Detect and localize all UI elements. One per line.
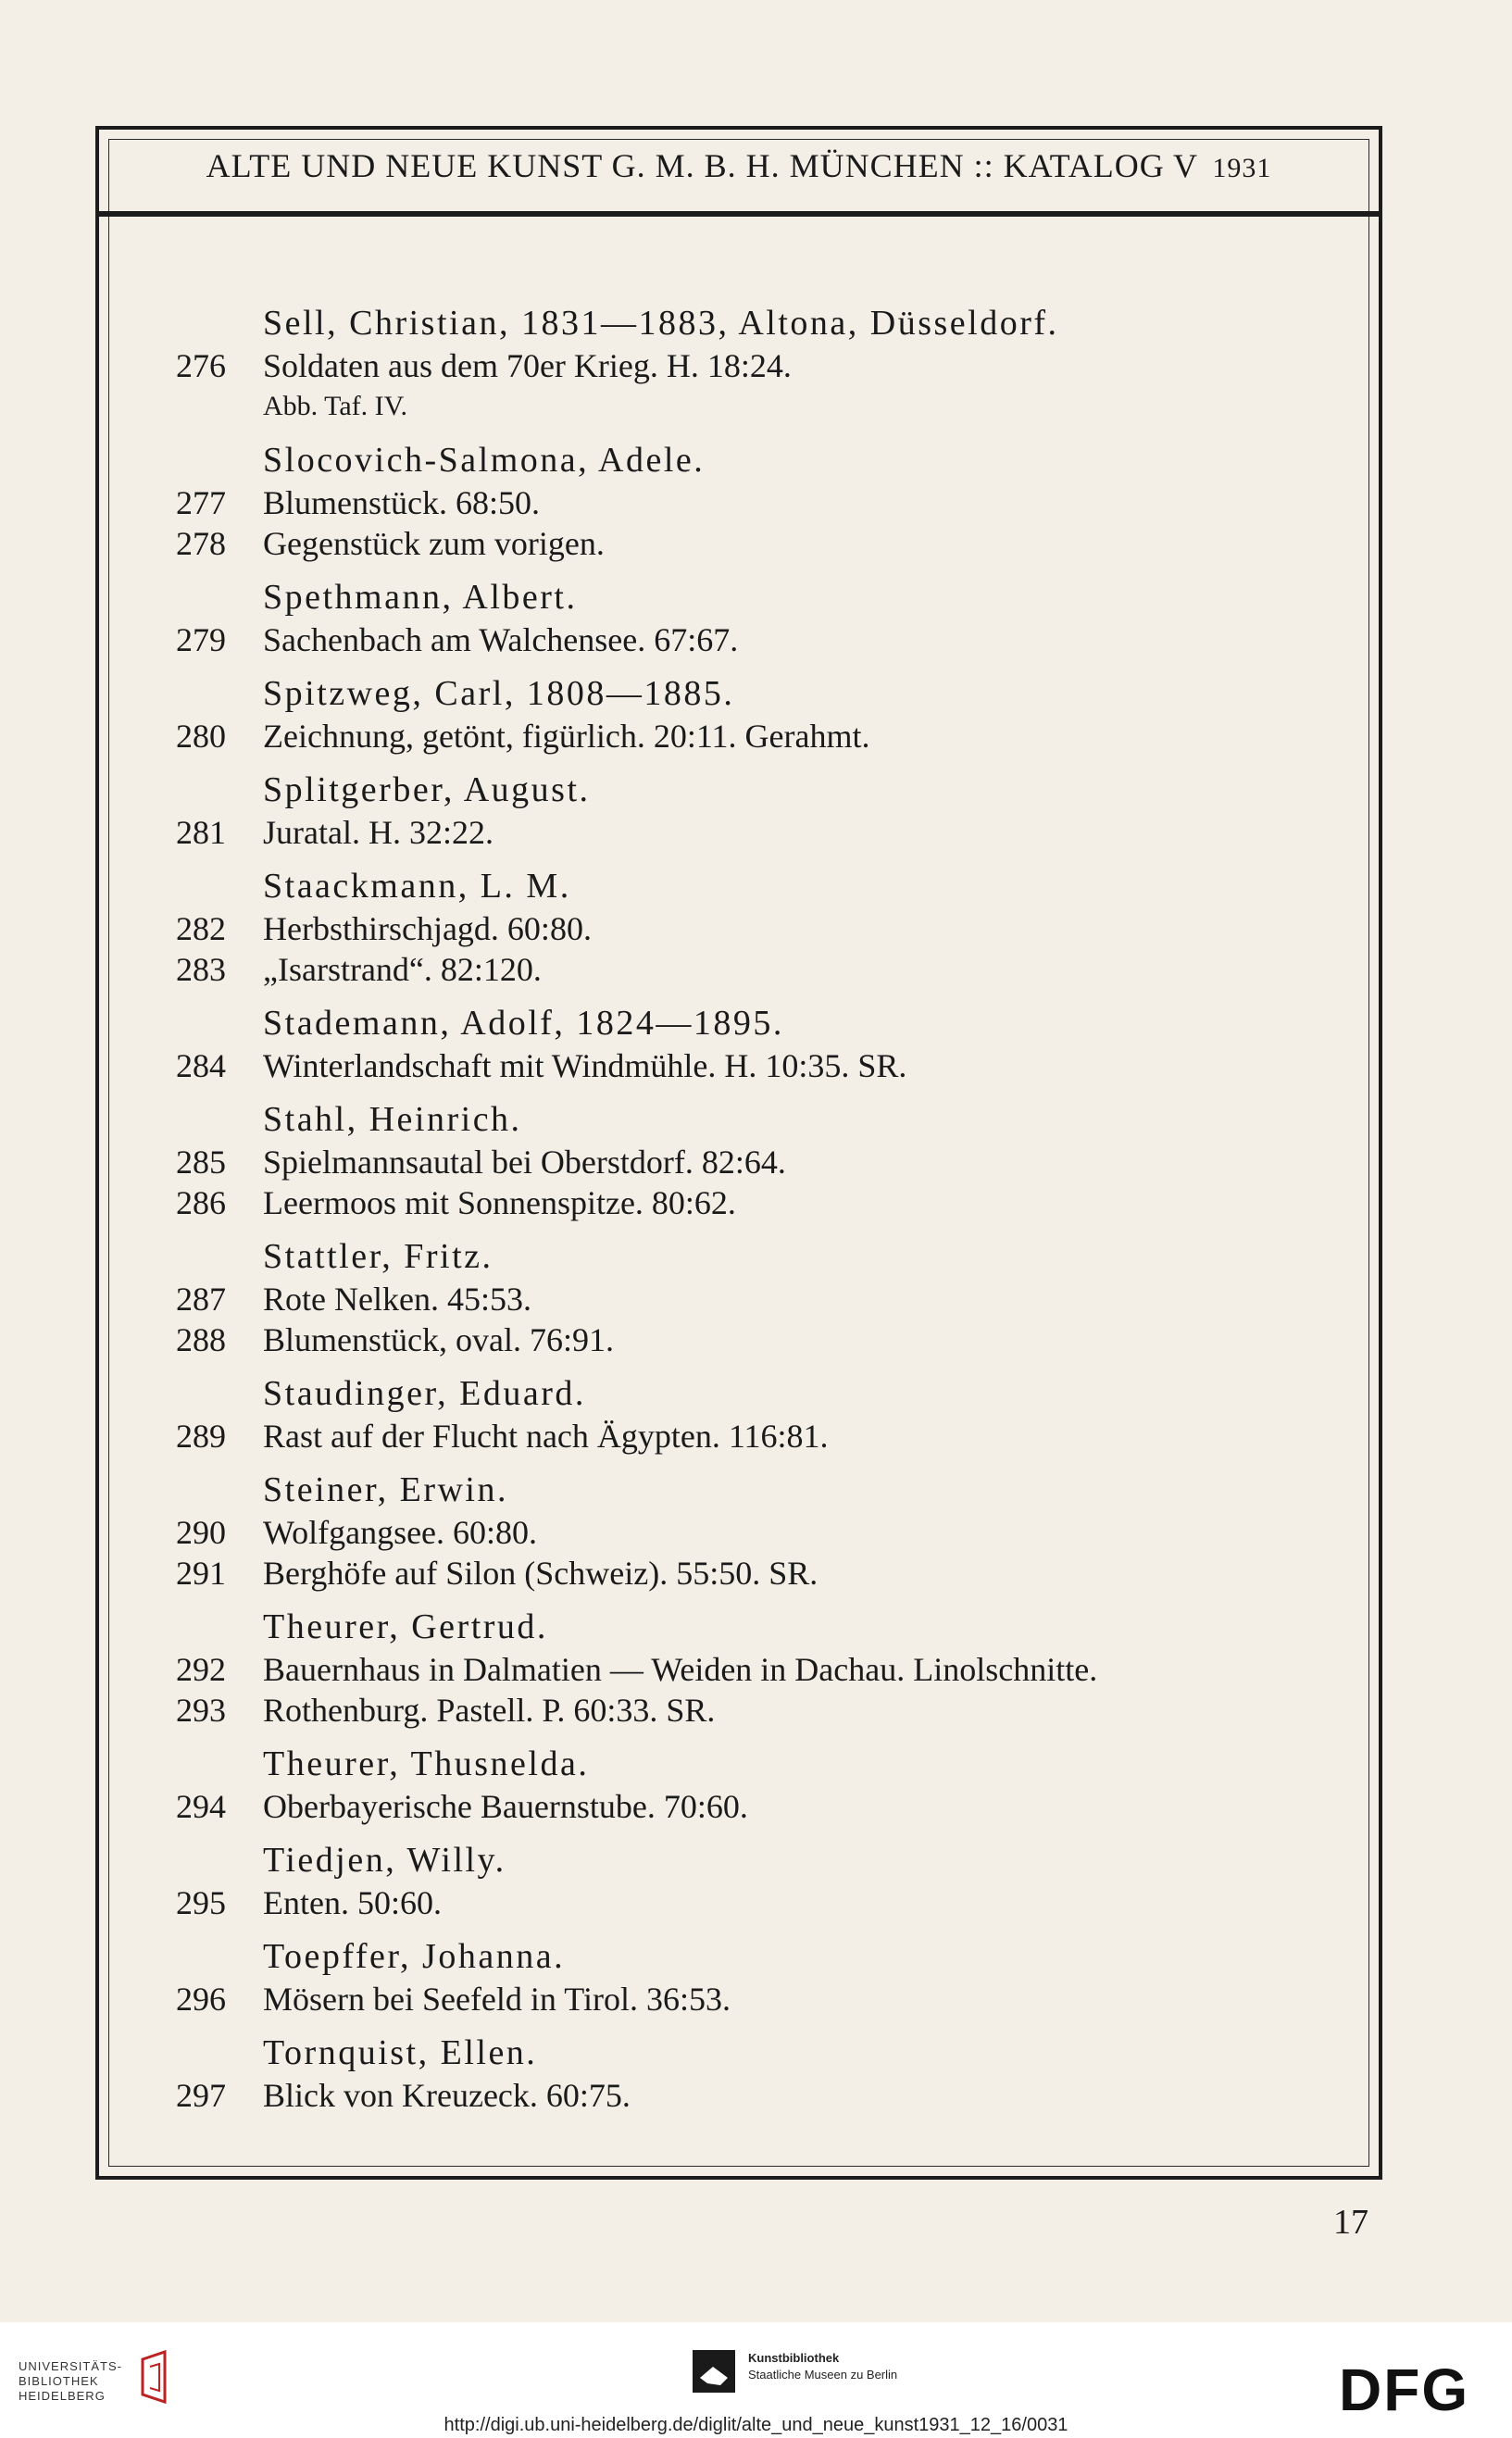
artist-name: Staudinger, Eduard. <box>263 1374 586 1413</box>
item-number: 280 <box>176 718 226 755</box>
item-description: Gegenstück zum vorigen. <box>263 525 605 562</box>
item-description: Wolfgangsee. 60:80. <box>263 1514 538 1551</box>
item-description: Zeichnung, getönt, figürlich. 20:11. Gerahmt. <box>263 718 870 755</box>
artist-name: Tiedjen, Willy. <box>263 1841 506 1880</box>
artist-name: Stademann, Adolf, 1824—1895. <box>263 1004 784 1043</box>
item-number: 291 <box>176 1555 226 1592</box>
item-description: Blick von Kreuzeck. 60:75. <box>263 2077 631 2114</box>
item-number: 287 <box>176 1281 226 1318</box>
artist-group <box>176 1742 1333 1827</box>
artist-name: Sell, Christian, 1831—1883, Altona, Düsseldorf. <box>263 304 1059 343</box>
catalog-item <box>176 812 1333 853</box>
item-description: Rast auf der Flucht nach Ägypten. 116:81. <box>263 1418 829 1455</box>
catalog-item <box>176 1882 1333 1923</box>
item-number: 286 <box>176 1184 226 1221</box>
museen-name: Staatliche Museen zu Berlin <box>748 2368 898 2382</box>
item-description: Rothenburg. Pastell. P. 60:33. SR. <box>263 1692 716 1729</box>
item-number: 295 <box>176 1884 226 1921</box>
catalog-item <box>176 1979 1333 2019</box>
catalog-item <box>176 619 1333 660</box>
footer-bar <box>0 2322 1512 2438</box>
item-number: 281 <box>176 814 226 851</box>
source-url[interactable]: http://digi.ub.uni-heidelberg.de/diglit/alte_und_neue_kunst1931_12_16/0031 <box>444 2415 1068 2435</box>
catalog-item <box>176 1512 1333 1553</box>
artist-group <box>176 671 1333 756</box>
artist-group <box>176 1605 1333 1731</box>
item-description: Spielmannsautal bei Oberstdorf. 82:64. <box>263 1144 786 1181</box>
item-description: Bauernhaus in Dalmatien — Weiden in Dachau. Linolschnitte. <box>263 1651 1098 1688</box>
catalog-header <box>95 146 1382 185</box>
header-title: ALTE UND NEUE KUNST G. M. B. H. MÜNCHEN :: KATALOG V <box>206 147 1198 184</box>
catalog-item <box>176 1649 1333 1690</box>
artist-group <box>176 575 1333 660</box>
item-description: Berghöfe auf Silon (Schweiz). 55:50. SR. <box>263 1555 818 1592</box>
item-description: Leermoos mit Sonnenspitze. 80:62. <box>263 1184 736 1221</box>
item-number: 279 <box>176 621 226 658</box>
artist-group <box>176 1001 1333 1086</box>
artist-name: Splitgerber, August. <box>263 770 591 809</box>
catalog-entries <box>176 301 1333 2127</box>
item-number: 288 <box>176 1321 226 1358</box>
artist-name: Spitzweg, Carl, 1808—1885. <box>263 674 735 713</box>
item-description: Sachenbach am Walchensee. 67:67. <box>263 621 739 658</box>
catalog-item <box>176 1553 1333 1594</box>
item-number: 285 <box>176 1144 226 1181</box>
item-description: Rote Nelken. 45:53. <box>263 1281 531 1318</box>
item-description: Winterlandschaft mit Windmühle. H. 10:35. SR. <box>263 1047 907 1084</box>
artist-name: Theurer, Gertrud. <box>263 1607 548 1646</box>
catalog-item <box>176 1279 1333 1319</box>
catalog-item <box>176 345 1333 386</box>
artist-name: Staackmann, L. M. <box>263 867 571 906</box>
university-line: HEIDELBERG <box>19 2389 106 2403</box>
artist-group <box>176 1097 1333 1223</box>
item-description: Herbsthirschjagd. 60:80. <box>263 910 592 947</box>
artist-group <box>176 1234 1333 1360</box>
item-number: 282 <box>176 910 226 947</box>
university-line: BIBLIOTHEK <box>19 2374 99 2388</box>
catalog-item <box>176 2075 1333 2116</box>
artist-name: Toepffer, Johanna. <box>263 1937 566 1976</box>
item-note: Abb. Taf. IV. <box>263 391 407 421</box>
artist-name: Stahl, Heinrich. <box>263 1100 522 1139</box>
artist-name: Stattler, Fritz. <box>263 1237 494 1276</box>
item-description: „Isarstrand“. 82:120. <box>263 951 542 988</box>
artist-name: Tornquist, Ellen. <box>263 2033 538 2072</box>
artist-group <box>176 301 1333 427</box>
artist-group <box>176 1934 1333 2019</box>
item-description: Juratal. H. 32:22. <box>263 814 494 851</box>
catalog-item <box>176 1045 1333 1086</box>
catalog-item <box>176 523 1333 564</box>
item-number: 277 <box>176 484 226 521</box>
artist-name: Steiner, Erwin. <box>263 1470 508 1509</box>
item-description: Oberbayerische Bauernstube. 70:60. <box>263 1788 748 1825</box>
catalog-item <box>176 949 1333 990</box>
item-description: Enten. 50:60. <box>263 1884 442 1921</box>
item-description: Mösern bei Seefeld in Tirol. 36:53. <box>263 1981 731 2018</box>
dfg-logo: DFG <box>1339 2357 1470 2423</box>
university-mark-icon <box>137 2348 178 2407</box>
item-number: 294 <box>176 1788 226 1825</box>
artist-group <box>176 1468 1333 1594</box>
catalog-item <box>176 1690 1333 1731</box>
header-year: 1931 <box>1212 153 1272 183</box>
university-line: UNIVERSITÄTS- <box>19 2359 122 2373</box>
item-number: 293 <box>176 1692 226 1729</box>
artist-group <box>176 768 1333 853</box>
catalog-item <box>176 1319 1333 1360</box>
item-number: 284 <box>176 1047 226 1084</box>
catalog-item <box>176 482 1333 523</box>
artist-group <box>176 2031 1333 2116</box>
item-number: 289 <box>176 1418 226 1455</box>
catalog-item <box>176 908 1333 949</box>
university-library-logo <box>19 2359 122 2404</box>
item-number: 296 <box>176 1981 226 2018</box>
artist-group <box>176 864 1333 990</box>
artist-group <box>176 438 1333 564</box>
artist-name: Slocovich-Salmona, Adele. <box>263 441 706 480</box>
catalog-item <box>176 1786 1333 1827</box>
artist-group <box>176 1838 1333 1923</box>
artist-name: Spethmann, Albert. <box>263 578 578 617</box>
item-number: 290 <box>176 1514 226 1551</box>
artist-name: Theurer, Thusnelda. <box>263 1744 590 1783</box>
header-rule <box>95 211 1382 217</box>
item-description: Blumenstück. 68:50. <box>263 484 540 521</box>
item-description: Blumenstück, oval. 76:91. <box>263 1321 614 1358</box>
item-number: 283 <box>176 951 226 988</box>
item-number: 276 <box>176 347 226 384</box>
kunstbibliothek-logo-icon <box>693 2350 735 2393</box>
catalog-item <box>176 1182 1333 1223</box>
catalog-item <box>176 716 1333 756</box>
kunstbibliothek-text <box>748 2350 897 2383</box>
artist-group <box>176 1371 1333 1457</box>
kunstbibliothek-name: Kunstbibliothek <box>748 2351 840 2365</box>
page-number: 17 <box>1333 2203 1368 2242</box>
catalog-item <box>176 1416 1333 1457</box>
item-number: 292 <box>176 1651 226 1688</box>
catalog-item <box>176 1142 1333 1182</box>
item-number: 297 <box>176 2077 226 2114</box>
item-number: 278 <box>176 525 226 562</box>
item-description: Soldaten aus dem 70er Krieg. H. 18:24. <box>263 347 792 384</box>
